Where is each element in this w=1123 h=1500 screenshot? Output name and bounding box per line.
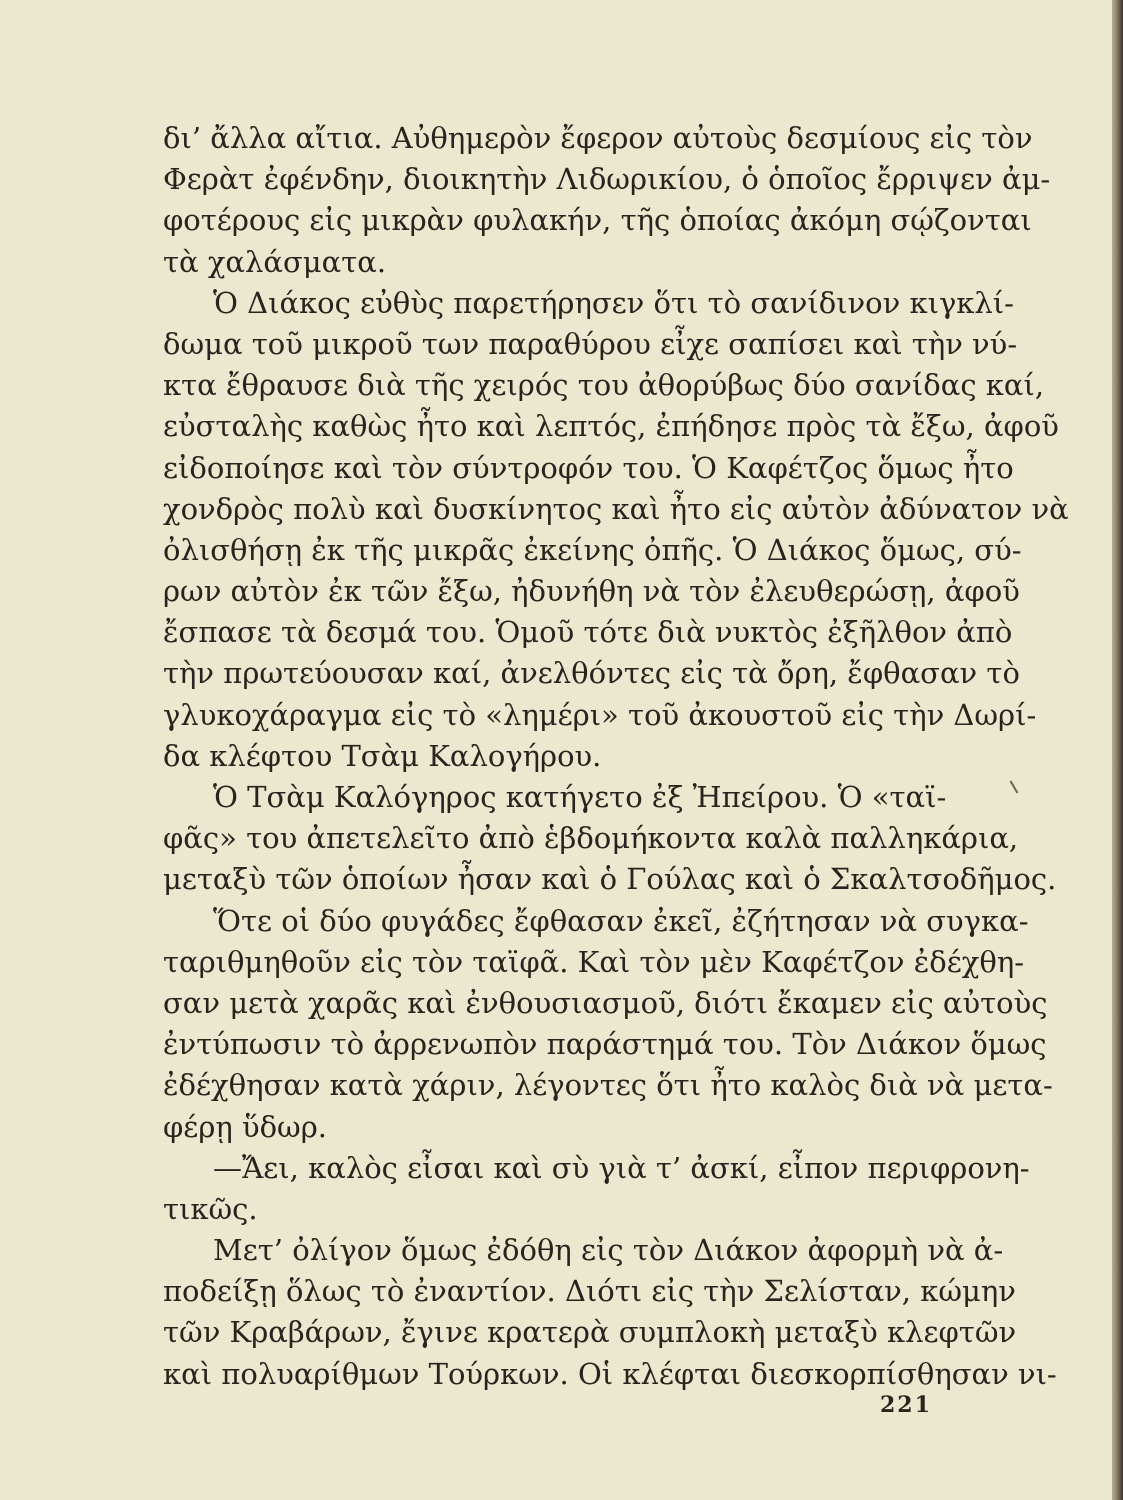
text-line: τῶν Κραβάρων, ἔγινε κρατερὰ συμπλοκὴ μεταξὺ κλεφτῶν: [163, 1315, 1017, 1350]
text-line: ρων αὐτὸν ἐκ τῶν ἔξω, ἠδυνήθη νὰ τὸν ἐλευθερώσῃ, ἀφοῦ: [163, 574, 1020, 609]
text-line: ἐδέχθησαν κατὰ χάριν, λέγοντες ὅτι ἦτο καλὸς διὰ νὰ μετα-: [163, 1068, 1053, 1103]
text-line: καὶ πολυαρίθμων Τούρκων. Οἱ κλέφται διεσκορπίσθησαν νι-: [163, 1356, 1057, 1391]
text-line: χονδρὸς πολὺ καὶ δυσκίνητος καὶ ἦτο εἰς αὐτὸν ἀδύνατον νὰ: [163, 491, 1069, 526]
text-line: δι’ ἄλλα αἴτια. Αὐθημερὸν ἔφερον αὐτοὺς δεσμίους εἰς τὸν: [163, 121, 1033, 155]
text-line: εὐσταλὴς καθὼς ἦτο καὶ λεπτός, ἐπήδησε πρὸς τὰ ἔξω, ἀφοῦ: [163, 409, 1059, 444]
page-number: 221: [880, 1392, 932, 1418]
dialogue-line: —Ἄει, καλὸς εἶσαι καὶ σὺ γιὰ τ’ ἀσκί, εἶπον περιφρονη-: [213, 1150, 1030, 1185]
text-line: ἐντύπωσιν τὸ ἀρρενωπὸν παράστημά του. Τὸν Διάκον ὅμως: [163, 1027, 1047, 1062]
text-line: δωμα τοῦ μικροῦ των παραθύρου εἶχε σαπίσει καὶ τὴν νύ-: [163, 326, 1018, 361]
text-line: ταριθμηθοῦν εἰς τὸν ταϊφᾶ. Καὶ τὸν μὲν Καφέτζον ἐδέχθη-: [163, 944, 1024, 979]
text-line: σαν μετὰ χαρᾶς καὶ ἐνθουσιασμοῦ, διότι ἔκαμεν εἰς αὐτοὺς: [163, 985, 1048, 1020]
margin-mark: [1010, 780, 1019, 793]
text-line: Φερὰτ ἐφένδην, διοικητὴν Λιδωρικίου, ὁ ὁποῖος ἔρριψεν ἀμ-: [163, 162, 1051, 197]
paragraph-start-line: Ὅτε οἱ δύο φυγάδες ἔφθασαν ἐκεῖ, ἐζήτησαν νὰ συγκα-: [213, 903, 1029, 938]
paragraph-start-line: Μετ’ ὀλίγον ὅμως ἐδόθη εἰς τὸν Διάκον ἀφορμὴ νὰ ἀ-: [213, 1233, 1004, 1268]
text-line: ἔσπασε τὰ δεσμά του. Ὁμοῦ τότε διὰ νυκτὸς ἐξῆλθον ἀπὸ: [163, 615, 1013, 650]
text-line: φᾶς» του ἀπετελεῖτο ἀπὸ ἑβδομήκοντα καλὰ παλληκάρια,: [163, 821, 1019, 856]
text-line: φοτέρους εἰς μικρὰν φυλακήν, τῆς ὁποίας ἀκόμη σῴζονται: [163, 203, 1032, 238]
text-line: τὰ χαλάσματα.: [163, 244, 387, 279]
text-line: ποδείξῃ ὅλως τὸ ἐναντίον. Διότι εἰς τὴν Σελίσταν, κώμην: [163, 1274, 1016, 1309]
text-line: κτα ἔθραυσε διὰ τῆς χειρός του ἀθορύβως δύο σανίδας καί,: [163, 368, 1045, 403]
paragraph-start-line: Ὁ Διάκος εὐθὺς παρετήρησεν ὅτι τὸ σανίδινον κιγκλί-: [213, 285, 1014, 320]
text-line: γλυκοχάραγμα εἰς τὸ «λημέρι» τοῦ ἀκουστοῦ εἰς τὴν Δωρί-: [163, 697, 1037, 732]
text-line: εἰδοποίησε καὶ τὸν σύντροφόν του. Ὁ Καφέτζος ὅμως ἦτο: [163, 450, 1014, 485]
page-edge-shadow: [1112, 0, 1123, 1500]
text-line: δα κλέφτου Τσὰμ Καλογήρου.: [163, 738, 602, 773]
body-text: [163, 118, 1069, 1395]
text-line: τικῶς.: [163, 1191, 258, 1226]
text-line: τὴν πρωτεύουσαν καί, ἀνελθόντες εἰς τὰ ὄρη, ἔφθασαν τὸ: [163, 656, 1020, 691]
text-line: φέρῃ ὕδωρ.: [163, 1109, 327, 1144]
text-line: ὀλισθήσῃ ἐκ τῆς μικρᾶς ἐκείνης ὀπῆς. Ὁ Διάκος ὅμως, σύ-: [163, 532, 1022, 567]
text-line: μεταξὺ τῶν ὁποίων ἦσαν καὶ ὁ Γούλας καὶ ὁ Σκαλτσοδῆμος.: [163, 862, 1057, 897]
paragraph-start-line: Ὁ Τσὰμ Καλόγηρος κατήγετο ἐξ Ἠπείρου. Ὁ «ταϊ-: [213, 780, 947, 814]
